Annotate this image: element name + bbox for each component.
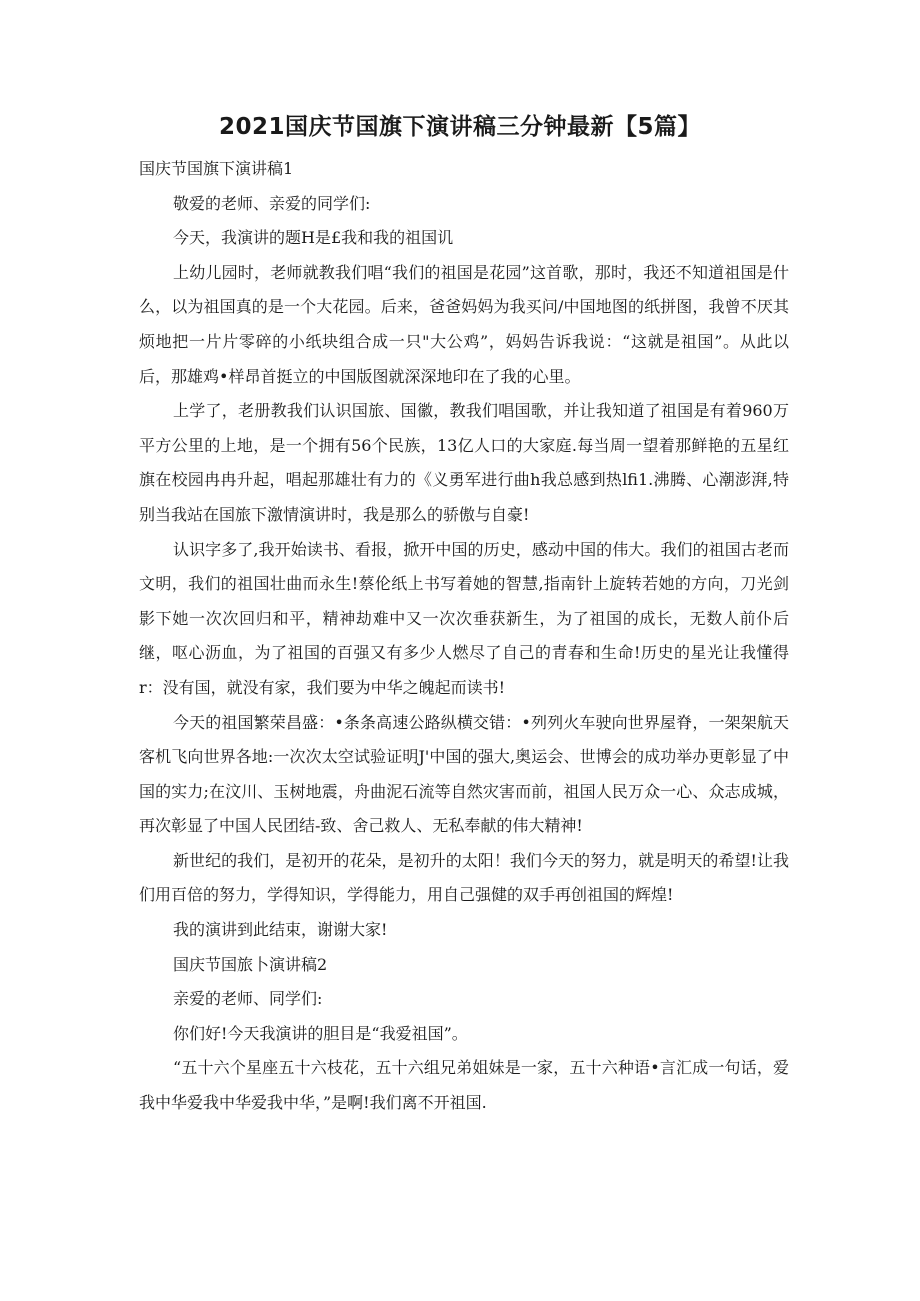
document-body: [139, 152, 789, 1121]
paragraph: 亲爱的老师、同学们:: [173, 989, 323, 1009]
paragraph: 今天的祖国繁荣昌盛：•条条高速公路纵横交错：•列列火车驶向世界屋脊，一架架航天客机飞向世界各地:一次次太空试验证明J'中国的强大,奥运会、世博会的成功举办更彰显了中国的实力;在汶川、玉树地震，舟曲泥石流等自然灾害而前，祖国人民万众一心、众志成城，再次彰显了中国人民团结-致、舍己救人、无私奉献的伟大精神!: [139, 712, 789, 836]
paragraph: 上学了，老册教我们认识国旅、国徽，教我们唱国歌，并让我知道了祖国是有着960万平方公里的上地，是一个拥有56个民族，13亿人口的大家庭.每当周一望着那鲜艳的五星红旗在校园冉冉升起，唱起那雄壮有力的《义勇军进行曲h我总感到热lfi1.沸腾、心潮澎湃,特别当我站在国旅下激情演讲时，我是那么的骄傲与自豪!: [139, 401, 789, 524]
paragraph: 国庆节国旅卜演讲稿2: [173, 954, 328, 974]
paragraph: 我的演讲到此结束，谢谢大家!: [173, 920, 388, 940]
paragraph: 今天，我演讲的题H是£我和我的祖国讥: [173, 228, 454, 248]
paragraph: 上幼儿园时，老师就教我们唱“我们的祖国是花园”这首歌，那时，我还不知道祖国是什么，以为祖国真的是一个大花园。后来，爸爸妈妈为我买问/中国地图的纸拼图，我曾不厌其烦地把一片片零碎的小纸块组合成一只"大公鸡”，妈妈告诉我说：“这就是祖国”。从此以后，那雄鸡•样昂首挺立的中国版图就深深地印在了我的心里。: [139, 262, 789, 386]
paragraph: 新世纪的我们，是初开的花朵，是初升的太阳！我们今天的努力，就是明天的希望!让我们用百倍的努力，学得知识，学得能力，用自己强健的双手再创祖国的辉煌!: [139, 850, 789, 905]
paragraph: 国庆节国旗下演讲稿1: [139, 159, 294, 178]
paragraph: 你们好!今天我演讲的胆目是“我爱祖国”。: [173, 1023, 468, 1043]
paragraph: 敬爱的老师、亲爱的同学们:: [173, 193, 371, 213]
document-title: 2021国庆节国旗下演讲稿三分钟最新【5篇】: [218, 114, 702, 140]
paragraph: 认识字多了,我开始读书、看报，掀开中国的历史，感动中国的伟大。我们的祖国古老而文明，我们的祖国壮曲而永生!蔡伦纸上书写着她的智慧,指南针上旋转若她的方向，刀光剑影下她一次次回归和平，精神劫难中又一次次垂获新生，为了祖国的成长，无数人前仆后继，呕心沥血，为了祖国的百强又有多少人燃尽了自己的青春和生命!历史的星光让我懂得r：没有国，就没有家，我们要为中华之魄起而读书!: [139, 539, 789, 697]
paragraph: “五十六个星座五十六枝花，五十六组兄弟姐妹是一家，五十六种语•言汇成一句话，爱我中华爱我中华爱我中华，”是啊!我们离不开祖国.: [139, 1058, 789, 1113]
